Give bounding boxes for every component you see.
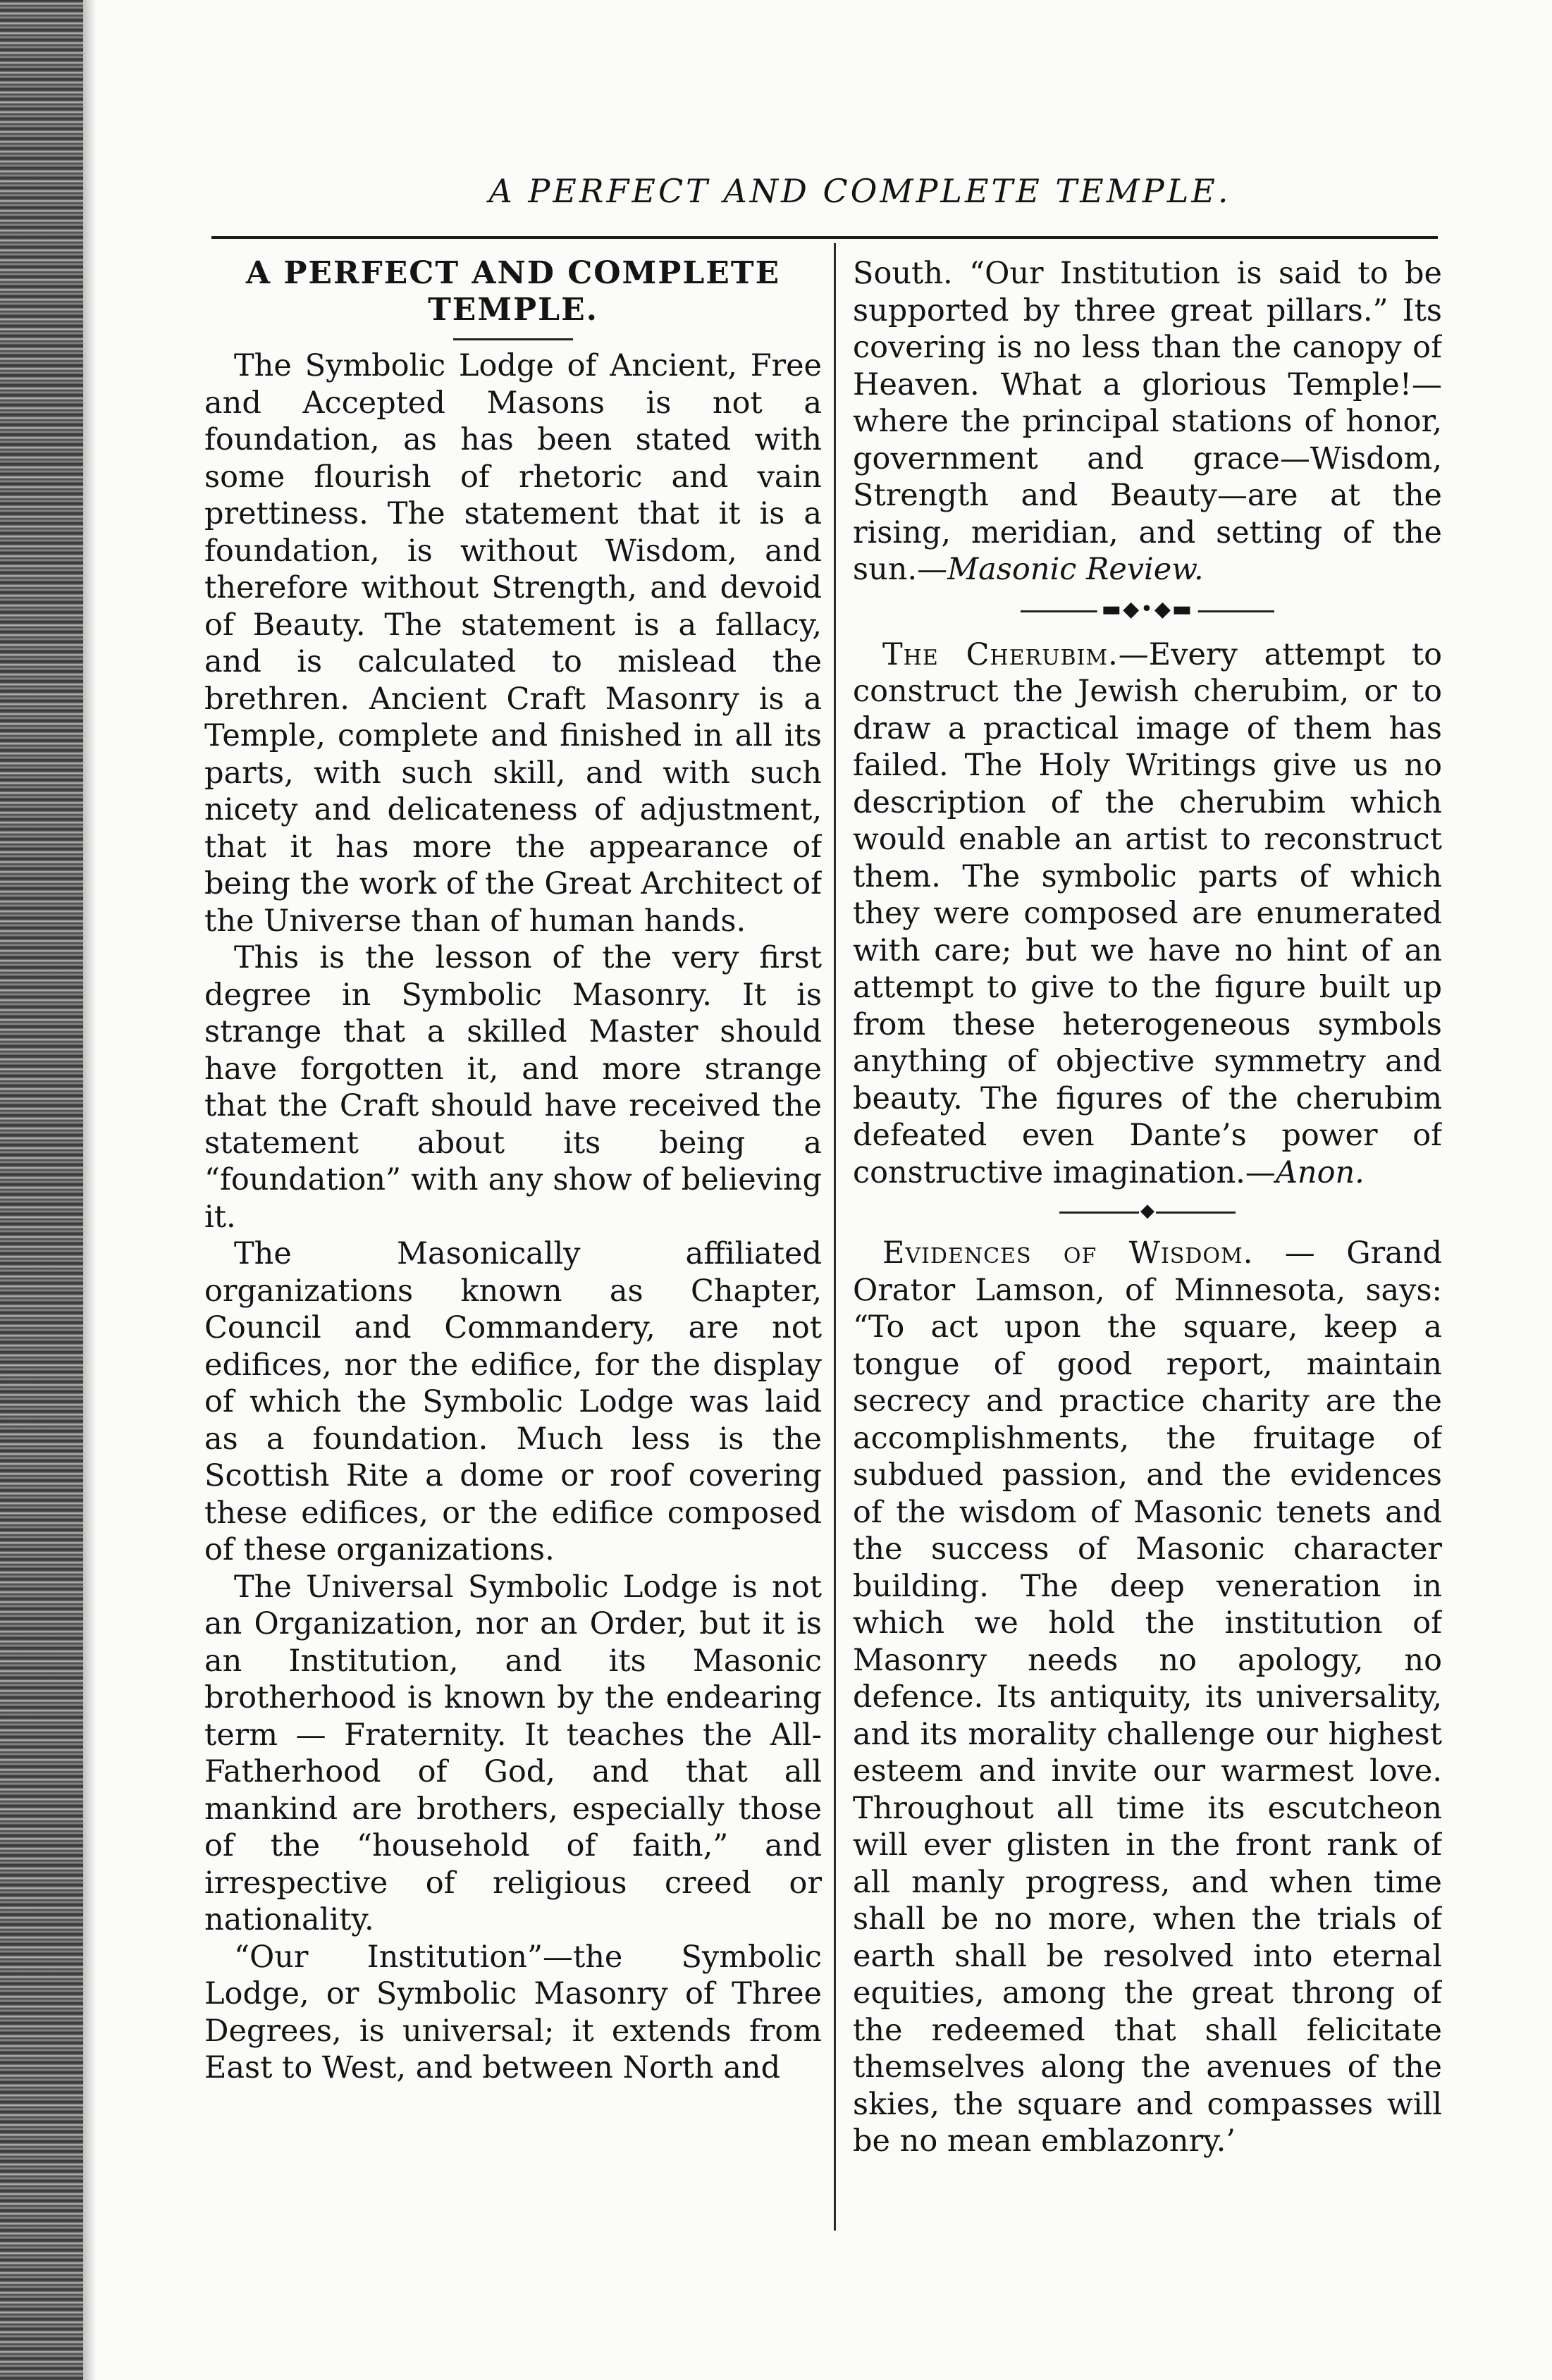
wisdom-heading: Evidences of Wisdom. [882, 1235, 1254, 1271]
title-rule [453, 338, 573, 340]
cherubim-body: —Every attempt to construct the Jewish cherubim, or to draw a practical image of them has failed. The Holy Writings give us no description of the cherubim which would enable an artist to reconstruct them. The symbolic parts of which they were composed are enumerated with care; but we have no hint of an attempt to give to the figure built up from these heterogeneous symbols anything of objective symmetry and beauty. The figures of the cherubim defeated even Dante’s power of constructive imagination.— [853, 636, 1442, 1190]
right-column [853, 255, 1442, 2160]
article-paragraph-5: “Our Institution”—the Symbolic Lodge, or Symbolic Masonry of Three Degrees, is universal; it extends from East to West, and between North and [204, 1939, 822, 2085]
article-title-line-1: A PERFECT AND COMPLETE [245, 255, 781, 291]
wisdom-body: — Grand Orator Lamson, of Minnesota, says: “To act upon the square, keep a tongue of good report, maintain secrecy and practice charity are the accomplishments, the fruitage of subdued passion, and the evidences of the wisdom of Masonic tenets and the success of Masonic character building. The deep veneration in which we hold the institution of Masonry needs no apology, no defence. Its antiquity, its universality, and its morality challenge our highest esteem and invite our warmest love. Throughout all time its escutcheon will ever glisten in the front rank of all manly progress, and when time shall be no more, when the trials of earth shall be resolved into eternal equities, among the great throng of the redeemed that shall felicitate themselves along the avenues of the skies, the square and compasses will be no mean emblazonry.’ [853, 1235, 1442, 2159]
header-rule [211, 236, 1438, 239]
ornament-glyph-1: ▬◆•◆▬ [1097, 596, 1198, 624]
article-paragraph-3: The Masonically affiliated organizations known as Chapter, Council and Commandery, are not edifices, nor the edifice, for the display of which the Symbolic Lodge was laid as a foundation. Much less is the Scottish Rite a dome or roof covering these edifices, or the edifice composed of these organizations. [204, 1236, 822, 1567]
article-paragraph-2: This is the lesson of the very first degree in Symbolic Masonry. It is strange that a skilled Master should have forgotten it, and more strange that the Craft should have received the statement about its being a “foundation” with any show of believing it. [204, 940, 822, 1235]
continuation-text: South. “Our Institution is said to be supported by three great pillars.” Its covering is no less than the canopy of Heaven. What a glorious Temple!—where the principal stations of honor, government and grace—Wisdom, Strength and Beauty—are at the rising, meridian, and setting of the sun.— [853, 256, 1442, 587]
continuation-paragraph [853, 255, 1442, 588]
article-title-line-2: TEMPLE. [428, 292, 598, 328]
column-divider [834, 243, 836, 2231]
ornament-glyph-2: ◆ [1139, 1198, 1156, 1223]
running-head: A PERFECT AND COMPLETE TEMPLE. [488, 172, 1231, 210]
ornamental-divider-1 [1021, 596, 1274, 622]
article-title [204, 255, 822, 328]
left-column [204, 255, 822, 2087]
wisdom-paragraph [853, 1235, 1442, 2160]
cherubim-source: Anon. [1275, 1154, 1365, 1190]
article-paragraph-1: The Symbolic Lodge of Ancient, Free and Accepted Masons is not a foundation, as has been stated with some flourish of rhetoric and vain prettiness. The statement that it is a foundation, is without Wisdom, and therefore without Strength, and devoid of Beauty. The statement is a fallacy, and is calculated to mislead the brethren. Ancient Craft Masonry is a Temple, complete and finished in all its parts, with such skill, and with such nicety and delicateness of adjustment, that it has more the appearance of being the work of the Great Architect of the Universe than of human hands. [204, 348, 822, 939]
ornamental-divider-2 [1059, 1200, 1236, 1221]
cherubim-paragraph [853, 636, 1442, 1192]
continuation-source: Masonic Review. [947, 552, 1204, 587]
cherubim-heading: The Cherubim. [882, 636, 1119, 672]
page-binding-edge [0, 0, 83, 2380]
article-paragraph-4: The Universal Symbolic Lodge is not an Organization, nor an Order, but it is an Institution, and its Masonic brotherhood is known by the endearing term — Fraternity. It teaches the All-Fatherhood of God, and that all mankind are brothers, especially those of the “household of faith,” and irrespective of religious creed or nationality. [204, 1569, 822, 1937]
